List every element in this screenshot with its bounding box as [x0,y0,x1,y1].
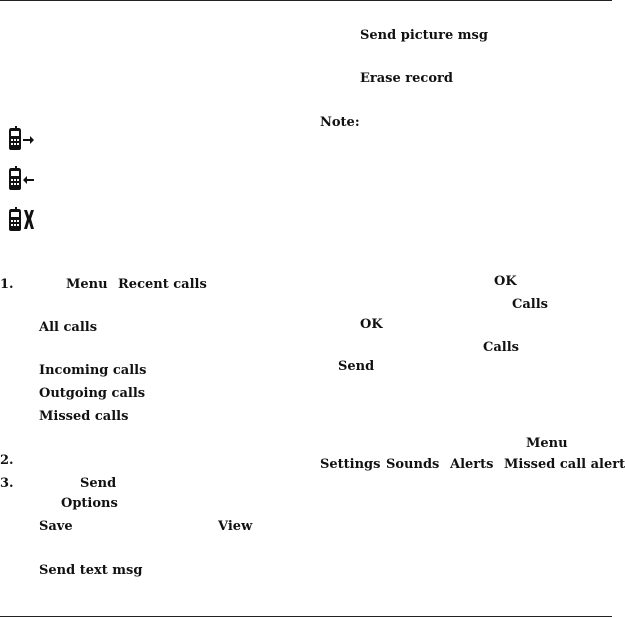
step-3-number: 3. [0,476,14,491]
note-label: Note: [320,115,360,130]
calls-label-2: Calls [483,340,519,355]
incoming-calls-option: Incoming calls [39,363,147,378]
erase-record-option: Erase record [360,71,453,86]
step-3-options: Options [61,496,118,511]
step-1-number: 1. [0,277,14,292]
outgoing-calls-option: Outgoing calls [39,386,146,401]
step-3-send-key: Send [80,476,117,491]
save-option: Save [39,519,73,534]
ok-key-2: OK [360,317,383,332]
all-calls-option: All calls [39,320,98,335]
ok-key-1: OK [494,274,517,289]
step-1-recent-calls: Recent calls [118,277,207,292]
top-rule [0,0,612,1]
incoming-call-icon [5,165,35,191]
settings-path-alerts: Alerts [450,457,494,472]
send-text-msg-option: Send text msg [39,563,143,578]
menu-key: Menu [526,436,568,451]
settings-path-sounds: Sounds [386,457,440,472]
step-1-menu-key: Menu [66,277,108,292]
send-picture-msg-option: Send picture msg [360,28,488,43]
settings-path-missed-call-alert: Missed call alert [504,457,625,472]
view-option: View [218,519,253,534]
missed-call-icon [5,206,35,232]
send-key: Send [338,359,375,374]
bottom-rule [0,616,612,617]
outgoing-call-icon [5,125,35,151]
calls-label-1: Calls [512,297,548,312]
settings-path-settings: Settings [320,457,381,472]
missed-calls-option: Missed calls [39,409,129,424]
step-2-number: 2. [0,453,14,468]
